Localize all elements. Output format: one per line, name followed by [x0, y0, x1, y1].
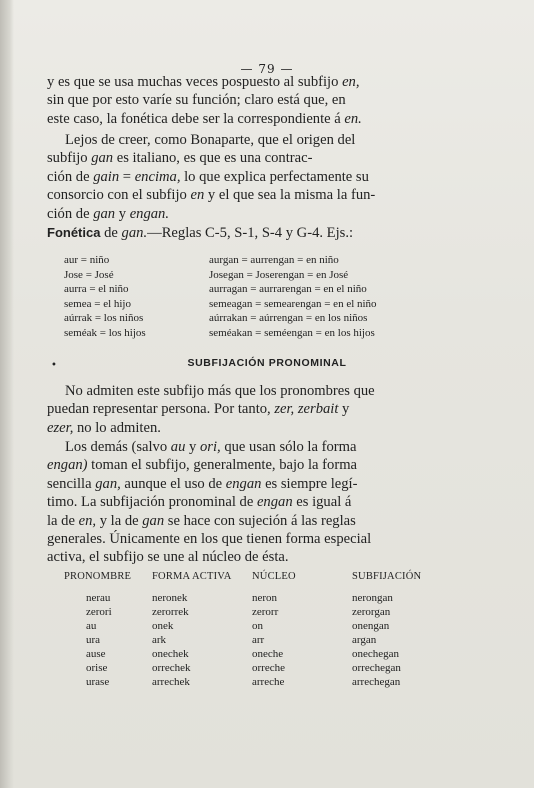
examples-table — [64, 253, 377, 341]
section-heading: SUBFIJACIÓN PRONOMINAL — [187, 357, 347, 369]
table-header: PRONOMBRE FORMA ACTIVA NÚCLEO SUBFIJACIÓN — [64, 571, 422, 582]
table-row: au onek on onengan — [86, 620, 390, 632]
bullet-mark: • — [51, 360, 57, 371]
example-row: aur = niño aurgan = aurrengan = en niño — [64, 254, 339, 266]
paragraph-intro: y es que se usa muchas veces pospuesto al subfijo en, sin que por esto varíe su función; claro está que, en este caso, la fonética debe ser la correspondiente á en. — [47, 74, 362, 127]
example-row: Jose = José Josegan = Joserengan = en José — [64, 268, 349, 281]
table-row: orise orrechek orreche orrechegan — [86, 662, 401, 674]
subfixation-table — [64, 571, 462, 689]
table-row: ura ark arr argan — [86, 634, 377, 646]
table-row: ause onechek oneche onechegan — [86, 648, 400, 660]
table-row: nerau neronek neron nerongan — [86, 592, 393, 604]
example-row: aurra = el niño aurragan = aurrarengan = en el niño — [64, 283, 367, 296]
paragraph-admission: No admiten este subfijo más que los pronombres que puedan representar persona. Por tanto, zer, zerbait y ezer, no lo admiten. — [47, 383, 375, 436]
table-row: zerori zerorrek zerorr zerorgan — [86, 606, 391, 618]
paragraph-others: Los demás (salvo au y ori, que usan sólo la forma engan) toman el subfijo, generalmente, bajo la forma sencilla gan, aunque el uso de engan es siempre legí- timo. La subfijación pronominal de engan es igual á la de en, y la de gan se hace con sujeción á las reglas generales. Únicamente en los que tienen forma especial activa, el subfijo se une al núcleo de ésta. — [47, 439, 372, 566]
table-row: urase arrechek arreche arrechegan — [86, 676, 401, 688]
example-row: aúrrak = los niños aúrrakan = aúrrengan = en los niños — [64, 312, 368, 325]
page-number: — 79 — — [240, 62, 294, 76]
paragraph-origin: Lejos de creer, como Bonaparte, que el origen del subfijo gan es italiano, es que es una contrac- ción de gain = encima, lo que explica perfectamente su consorcio con el subfijo en y el que sea la misma la fun- ción de gan y engan. — [47, 132, 376, 222]
fonetica-line: Fonética de gan.—Reglas C-5, S-1, S-4 y G-4. Ejs.: — [47, 225, 354, 241]
scan-shadow — [0, 0, 14, 788]
example-row: seméak = los hijos seméakan = seméengan = en los hijos — [64, 326, 375, 339]
example-row: semea = el hijo semeagan = semearengan = en el niño — [64, 297, 377, 310]
